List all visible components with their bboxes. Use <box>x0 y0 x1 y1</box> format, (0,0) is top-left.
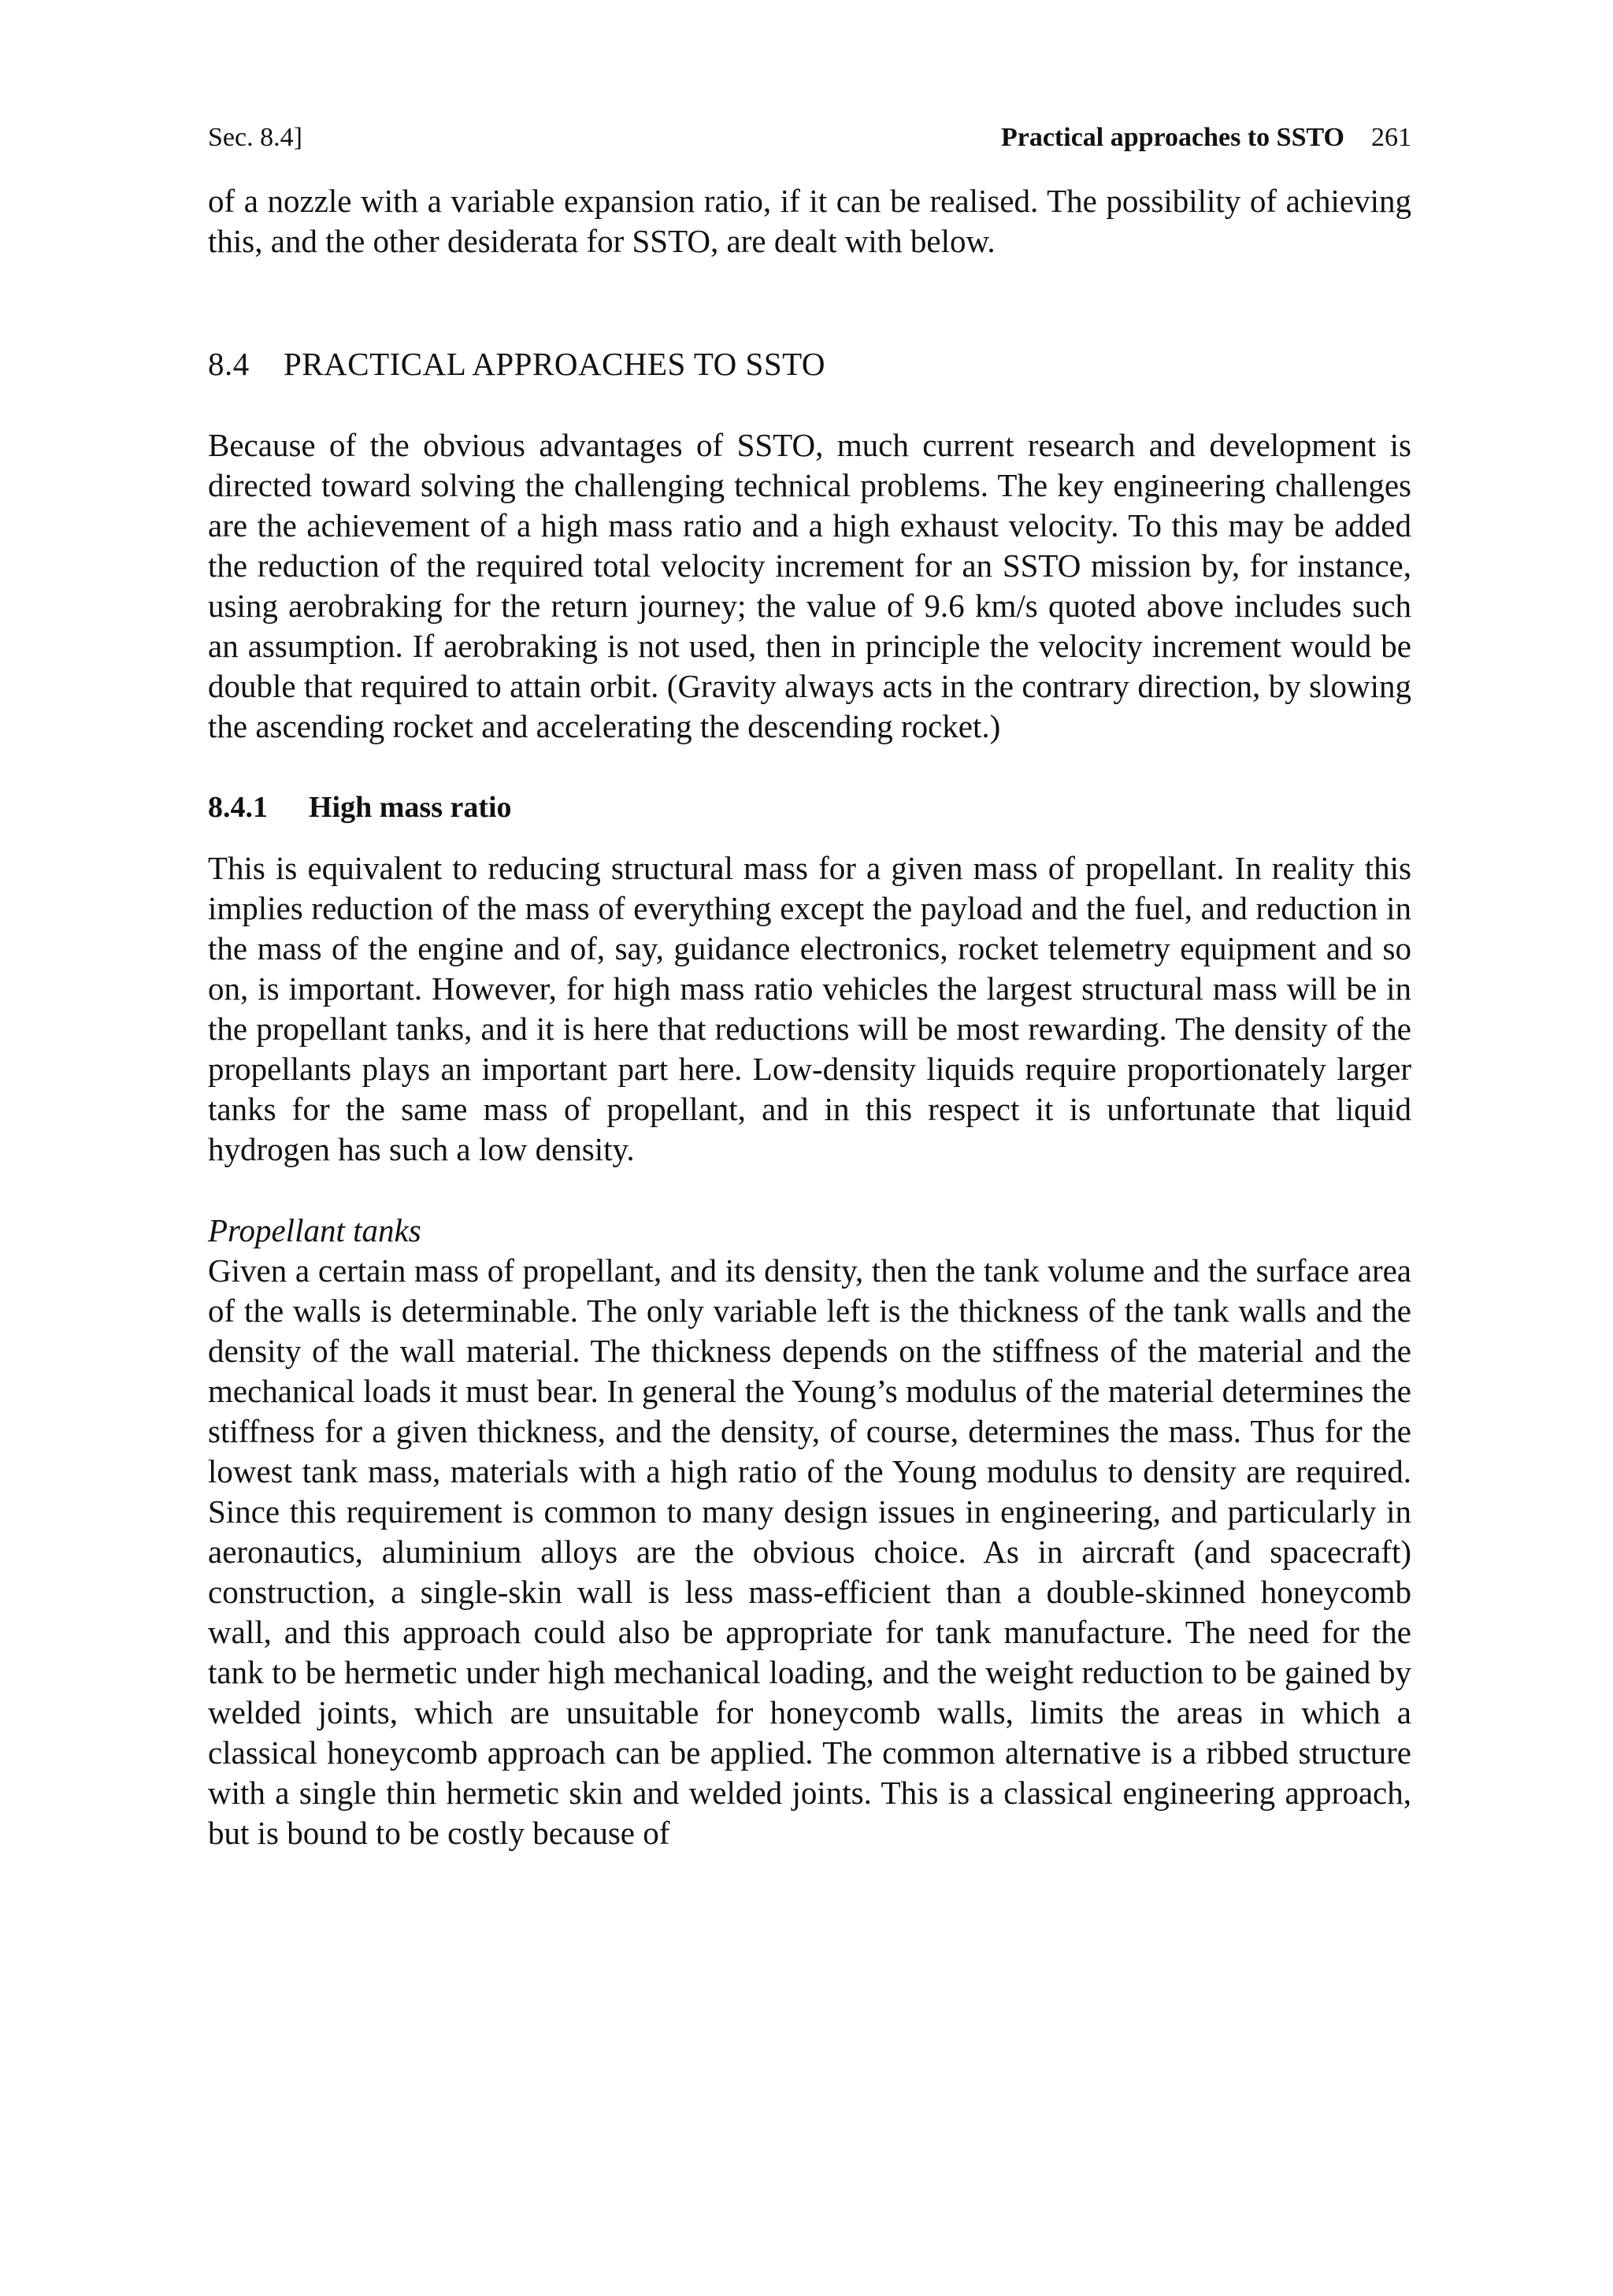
run-in-paragraph: Given a certain mass of propellant, and its density, then the tank volume and the surface area of the walls is determinable. The only variable left is the thickness of the tank walls and the density of the wall material. The thickness depends on the stiffness of the material and the mechanical loads it must bear. In general the Young’s modulus of the material determines the stiffness for a given thickness, and the density, of course, determines the mass. Thus for the lowest tank mass, materials with a high ratio of the Young modulus to density are required. Since this requirement is common to many design issues in engineering, and particularly in aeronautics, aluminium alloys are the obvious choice. As in aircraft (and spacecraft) construction, a single-skin wall is less mass-efficient than a double-skinned honeycomb wall, and this approach could also be appropriate for tank manufacture. The need for the tank to be hermetic under high mechanical loading, and the weight reduction to be gained by welded joints, which are unsuitable for honeycomb walls, limits the areas in which a classical honeycomb approach can be applied. The common alternative is a ribbed structure with a single thin hermetic skin and welded joints. This is a classical engineering approach, but is bound to be costly because of <box>208 1252 1411 1851</box>
book-page <box>208 118 1411 1853</box>
intro-paragraph: of a nozzle with a variable expansion ratio, if it can be realised. The possibility of achieving this, and the other desiderata for SSTO, are dealt with below. <box>208 183 1411 259</box>
running-head-right <box>1001 118 1411 158</box>
page-number: 261 <box>1371 123 1411 152</box>
subsection-heading <box>208 788 1411 828</box>
subsection-paragraph: This is equivalent to reducing structural mass for a given mass of propellant. In reality this implies reduction of the mass of everything except the payload and the fuel, and reduction in the mass of the engine and of, say, guidance electronics, rocket telemetry equipment and so on, is important. However, for high mass ratio vehicles the largest structural mass will be in the propellant tanks, and it is here that reductions will be most rewarding. The density of the propellants plays an important part here. Low-density liquids require proportionately larger tanks for the same mass of propellant, and in this respect it is unfortunate that liquid hydrogen has such a low density. <box>208 850 1411 1167</box>
running-head <box>208 118 1411 158</box>
section-number: 8.4 <box>208 346 250 382</box>
section-paragraph: Because of the obvious advantages of SSTO, much current research and development is directed toward solving the challenging technical problems. The key engineering challenges are the achievement of a high mass ratio and a high exhaust velocity. To this may be added the reduction of the required total velocity increment for an SSTO mission by, for instance, using aerobraking for the return journey; the value of 9.6 km/s quoted above includes such an assumption. If aerobraking is not used, then in principle the velocity increment would be double that required to attain orbit. (Gravity always acts in the contrary direction, by slowing the ascending rocket and accelerating the descending rocket.) <box>208 427 1411 744</box>
run-in-heading: Propellant tanks <box>208 1212 421 1248</box>
section-heading <box>208 344 1411 384</box>
subsection-number: 8.4.1 <box>208 791 268 824</box>
running-head-title: Practical approaches to SSTO <box>1000 123 1344 152</box>
section-title: PRACTICAL APPROACHES TO SSTO <box>284 346 826 382</box>
running-head-section: Sec. 8.4] <box>208 123 302 152</box>
subsection-title: High mass ratio <box>309 791 512 824</box>
